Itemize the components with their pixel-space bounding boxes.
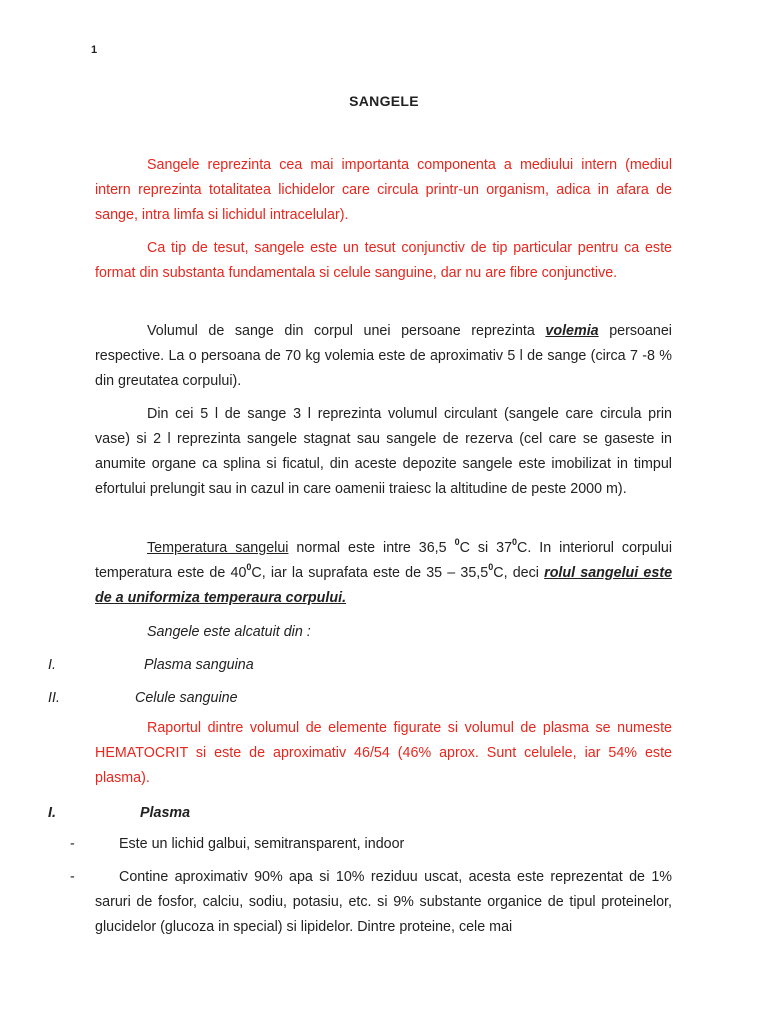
paragraph-definition: Sangele reprezinta cea mai importanta componenta a mediului intern (mediul intern reprezinta totalitatea lichidelor care circula printr-un organism, adica in afara de sange, intra limfa si lichidul intracelular). [95,157,672,223]
paragraph-tissue-type: Ca tip de tesut, sangele este un tesut conjunctiv de tip particular pentru ca este format din substanta fundamentala si celule sanguine, dar nu are fibre conjunctive. [95,240,672,281]
temperature-text-3: C. In interiorul corpului temperatura este de 40 [95,540,672,581]
temperature-text-4: C, iar la suprafata este de 35 – 35,5 [251,565,489,581]
dash-marker: - [70,869,75,885]
temperature-role-emphasis: rolul sangelui este de a uniformiza temperaura corpului. [95,565,673,606]
list-numeral-1: I. [48,657,56,673]
list-item-cells: Celule sanguine [135,690,238,706]
bullet-text-content: Este un lichid galbui, semitransparent, indoor [119,836,405,852]
temperature-text-5: C, deci [493,565,545,581]
paragraph-temperature [95,536,672,611]
temperature-text-2: C si 37 [459,540,513,556]
section-heading: Plasma [140,805,191,821]
bullet-text [95,832,672,857]
bullet-text [95,865,672,940]
page-number: 1 [91,44,98,56]
paragraph-hematocrit: Raportul dintre volumul de elemente figurate si volumul de plasma se numeste HEMATOCRIT si este de aproximativ 46/54 (46% aprox. Sunt celulele, iar 54% este plasma). [95,720,672,786]
list-item [70,832,672,857]
volemia-text-before: Volumul de sange din corpul unei persoane reprezinta [147,323,546,339]
composition-intro: Sangele este alcatuit din : [147,624,311,640]
degree-sup-4: 0 [488,562,494,573]
paragraph-circulating-volume: Din cei 5 l de sange 3 l reprezinta volumul circulant (sangele care circula prin vase) si 2 l reprezinta sangele stagnat sau sangele de rezerva (cel care se gaseste in anumite organe ca splina si ficatul, din aceste depozite sangele este imobilizat in timpul efortului prelungit sau in cazul in care oamenii traiesc la altitudine de peste 2000 m). [95,406,672,497]
list-item-plasma: Plasma sanguina [144,657,254,673]
bullet-text-content: Contine aproximativ 90% apa si 10% reziduu uscat, acesta este reprezentat de 1% saruri de fosfor, calciu, sodiu, potasiu, etc. si 9% substante organice de tipul proteinelor, glucidelor (glucoza in special) si lipidelor. Dintre proteine, cele mai [95,869,672,935]
degree-sup-1: 0 [454,537,460,548]
volemia-term: volemia [545,323,599,339]
list-item [70,865,672,940]
degree-sup-2: 0 [512,537,518,548]
temperature-term: Temperatura sangelui [147,540,289,556]
document-title: SANGELE [349,93,419,109]
volemia-text-after: persoanei respective. La o persoana de 70 kg volemia este de aproximativ 5 l de sange (circa 7 -8 % din greutatea corpului). [95,323,672,389]
paragraph-volemia [95,319,672,394]
dash-marker: - [70,836,75,852]
temperature-text-1: normal este intre 36,5 [288,540,455,556]
degree-sup-3: 0 [246,562,252,573]
list-numeral-2: II. [48,690,60,706]
section-numeral: I. [48,805,56,821]
